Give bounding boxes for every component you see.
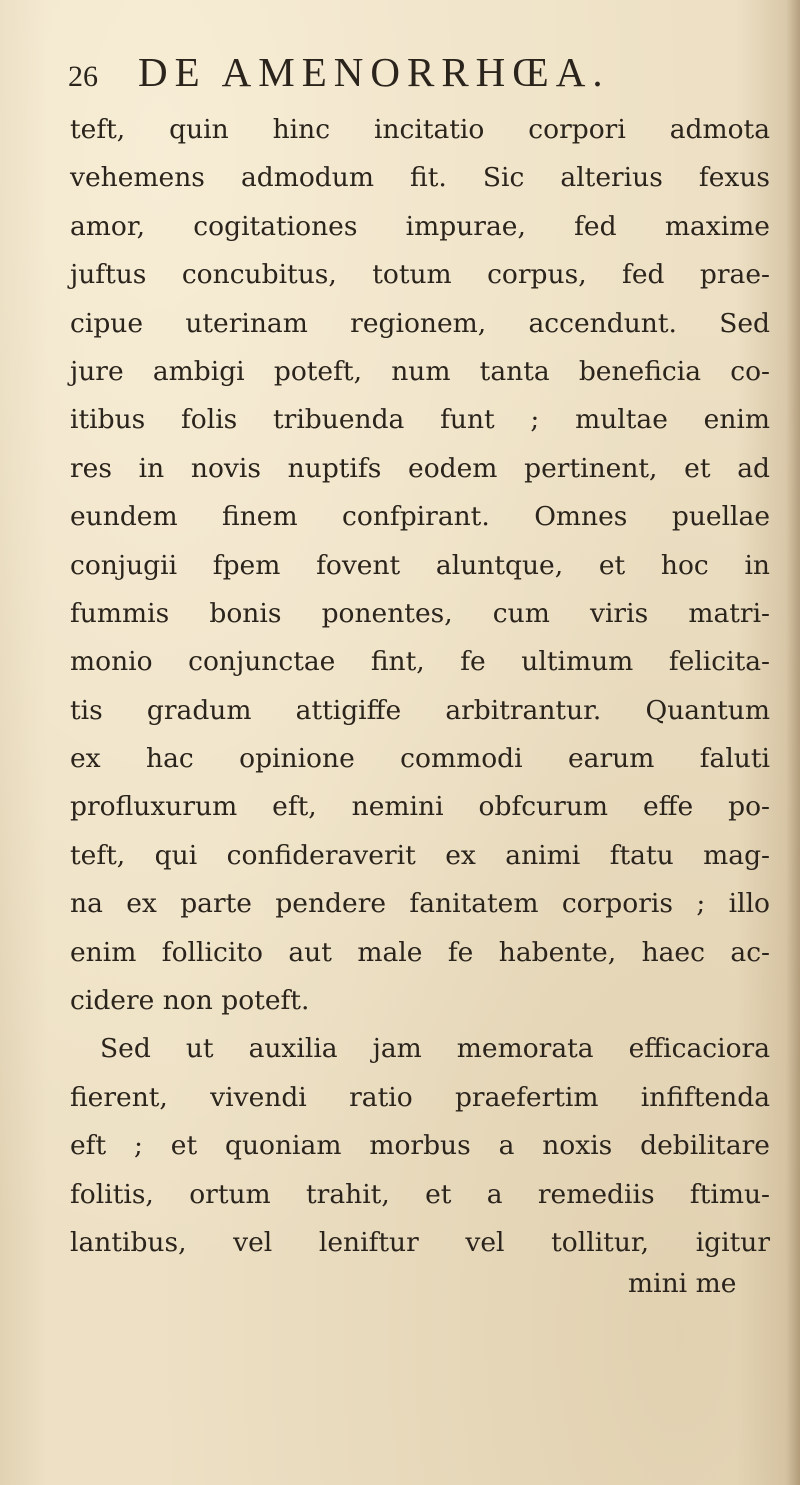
text-line: folitis, ortum trahit, et a remediis ftimu- <box>70 1178 770 1210</box>
text-line: eundem finem confpirant. Omnes puellae <box>70 501 770 533</box>
running-title: DE AMENORRHŒA. <box>138 49 610 95</box>
text-line: juftus concubitus, totum corpus, fed prae- <box>70 259 770 291</box>
text-line: ex hac opinione commodi earum faluti <box>70 743 770 775</box>
text-line: eft ; et quoniam morbus a noxis debilitare <box>70 1130 770 1162</box>
text-line: fierent, vivendi ratio praefertim infiftenda <box>70 1081 770 1113</box>
text-line: tis gradum attigiffe arbitrantur. Quantum <box>70 694 770 726</box>
text-line: amor, cogitationes impurae, fed maxime <box>70 210 770 242</box>
text-line: na ex parte pendere fanitatem corporis ; illo <box>70 888 770 920</box>
text-line: teft, qui confideraverit ex animi ftatu mag- <box>70 839 770 871</box>
text-line: fummis bonis ponentes, cum viris matri- <box>70 597 770 629</box>
paragraph-start-line: Sed ut auxilia jam memorata efficaciora <box>100 1033 770 1065</box>
page-edge-shadow <box>786 0 800 1485</box>
text-line: monio conjunctae fint, fe ultimum felicita- <box>70 646 770 678</box>
running-header <box>68 48 610 104</box>
text-line: conjugii fpem fovent aluntque, et hoc in <box>70 549 770 581</box>
text-line: itibus folis tribuenda funt ; multae enim <box>70 404 770 436</box>
text-line: vehemens admodum fit. Sic alterius fexus <box>70 162 770 194</box>
text-line: res in novis nuptifs eodem pertinent, et ad <box>70 452 770 484</box>
text-line: jure ambigi poteft, num tanta beneficia co- <box>70 355 770 387</box>
text-line: lantibus, vel leniftur vel tollitur, igitur <box>70 1226 770 1258</box>
body-text <box>70 106 770 1267</box>
text-line: profluxurum eft, nemini obfcurum effe po- <box>70 791 770 823</box>
text-line: cipue uterinam regionem, accendunt. Sed <box>70 307 770 339</box>
page-number: 26 <box>68 60 98 93</box>
text-line: enim follicito aut male fe habente, haec ac- <box>70 936 770 968</box>
catchword: mini me <box>628 1268 737 1299</box>
paragraph-end-line: cidere non poteft. <box>70 985 310 1017</box>
text-line: teft, quin hinc incitatio corpori admota <box>70 114 770 145</box>
